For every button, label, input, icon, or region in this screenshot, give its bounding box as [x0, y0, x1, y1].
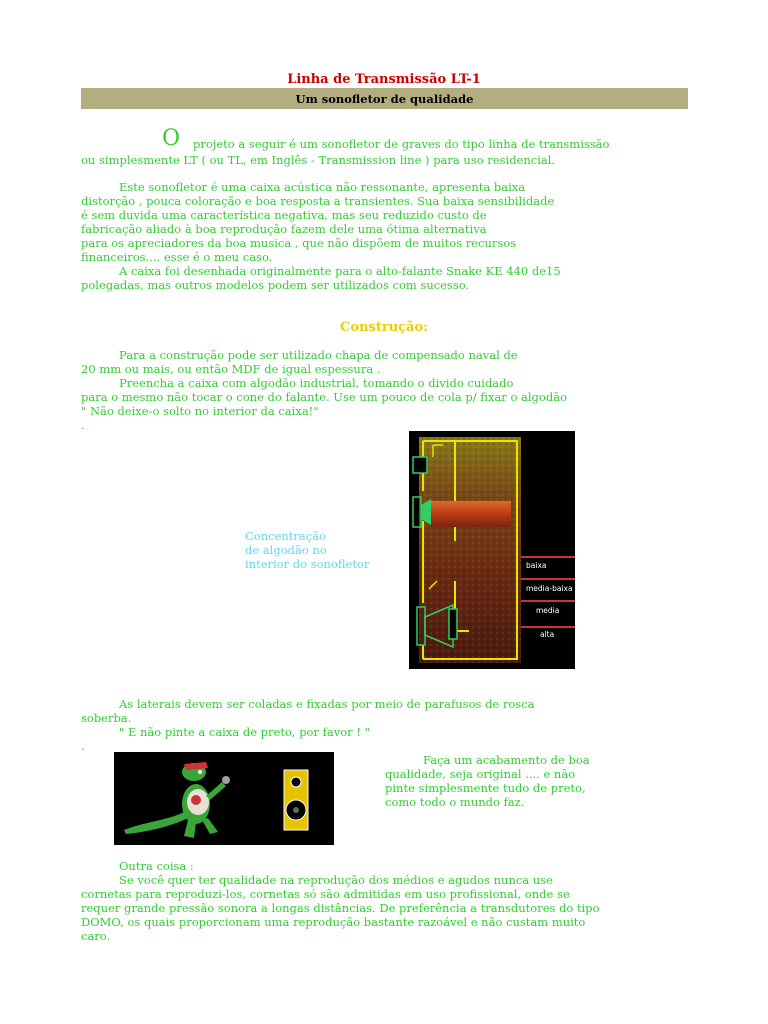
text-line: Se você quer ter qualidade na reprodução dos médios e agudos nunca use — [119, 873, 553, 887]
paragraph-outra-coisa — [81, 859, 600, 943]
text-line: é sem duvida uma característica negativa, mas seu reduzido custo de — [81, 208, 487, 222]
paragraph-laterais — [81, 697, 535, 753]
text-line: DOMO, os quais proporcionam uma reprodução bastante razoável e não custam muito — [81, 915, 586, 929]
band-label-baixa: baixa — [526, 561, 547, 570]
text-line: " E não pinte a caixa de preto, por favor ! " — [119, 725, 370, 739]
text-line: para o mesmo não tocar o cone do falante. Use um pouco de cola p/ fixar o algodão — [81, 390, 567, 404]
caption-line: Concentração — [245, 529, 326, 543]
text-line: financeiros.... esse é o meu caso. — [81, 250, 273, 264]
speaker-diagram — [409, 431, 575, 669]
text-line: fabricação aliado à boa reprodução fazem dele uma ótima alternativa — [81, 222, 487, 236]
paragraph-construcao — [81, 348, 567, 432]
text-line: polegadas, mas outros modelos podem ser utilizados com sucesso. — [81, 278, 470, 292]
text-line: como todo o mundo faz. — [385, 795, 525, 809]
transmission-pipe — [431, 501, 511, 527]
text-line: As laterais devem ser coladas e fixadas por meio de parafusos de rosca — [119, 697, 535, 711]
band-label-media: media — [536, 606, 560, 615]
text-line: Para a construção pode ser utilizado chapa de compensado naval de — [119, 348, 518, 362]
text-line: Preencha a caixa com algodão industrial, tomando o divido cuidado — [119, 376, 514, 390]
text-line: . — [81, 418, 85, 432]
intro-line-1: projeto a seguir é um sonofletor de graves do tipo linha de transmissão — [193, 137, 610, 151]
text-line: Faça um acabamento de boa — [423, 753, 590, 767]
tweeter-driver — [413, 457, 427, 473]
document-subtitle: Um sonofletor de qualidade — [295, 92, 474, 106]
text-line: para os apreciadores da boa musica , que não dispõem de muitos recursos — [81, 236, 517, 250]
text-line: soberba. — [81, 711, 132, 725]
lizard-speaker-image — [114, 752, 334, 845]
drop-cap: O — [162, 126, 181, 151]
paragraph-acabamento — [385, 753, 590, 809]
text-line: " Não deixe-o solto no interior da caixa!" — [81, 404, 319, 418]
intro-line-2: ou simplesmente LT ( ou TL, em Inglês - Transmission line ) para uso residencial. — [81, 153, 556, 167]
text-line: 20 mm ou mais, ou então MDF de igual espessura . — [81, 362, 381, 376]
figure-caption — [245, 529, 369, 571]
caption-line: interior do sonofletor — [245, 557, 370, 571]
text-line: distorção , pouca coloração e boa resposta a transientes. Sua baixa sensibilidade — [81, 194, 555, 208]
speaker-cross-section-image — [409, 431, 575, 669]
text-line: . — [81, 739, 85, 753]
band-label-alta: alta — [540, 630, 555, 639]
text-line: Este sonofletor é uma caixa acústica não ressonante, apresenta baixa — [119, 180, 526, 194]
text-line: pinte simplesmente tudo de preto, — [385, 781, 586, 795]
text-line: Outra coisa : — [119, 859, 194, 873]
text-line: cornetas para reproduzi-los, cornetas só são admitidas em uso profissional, onde se — [81, 887, 570, 901]
document-title: Linha de Transmissão LT-1 — [287, 72, 481, 87]
text-line: requer grande pressão sonora a longas distâncias. De preferência a transdutores do tipo — [81, 901, 600, 915]
caption-line: de algodão no — [245, 543, 327, 557]
paragraph-sensibilidade — [81, 180, 561, 292]
text-line: caro. — [81, 929, 111, 943]
text-line: qualidade, seja original .... e não — [385, 767, 576, 781]
text-line: A caixa foi desenhada originalmente para o alto-falante Snake KE 440 de15 — [119, 264, 561, 278]
section-heading-construcao: Construção: — [340, 320, 428, 335]
band-label-media-baixa: media-baixa — [526, 584, 573, 593]
lizard-illustration — [114, 752, 334, 845]
